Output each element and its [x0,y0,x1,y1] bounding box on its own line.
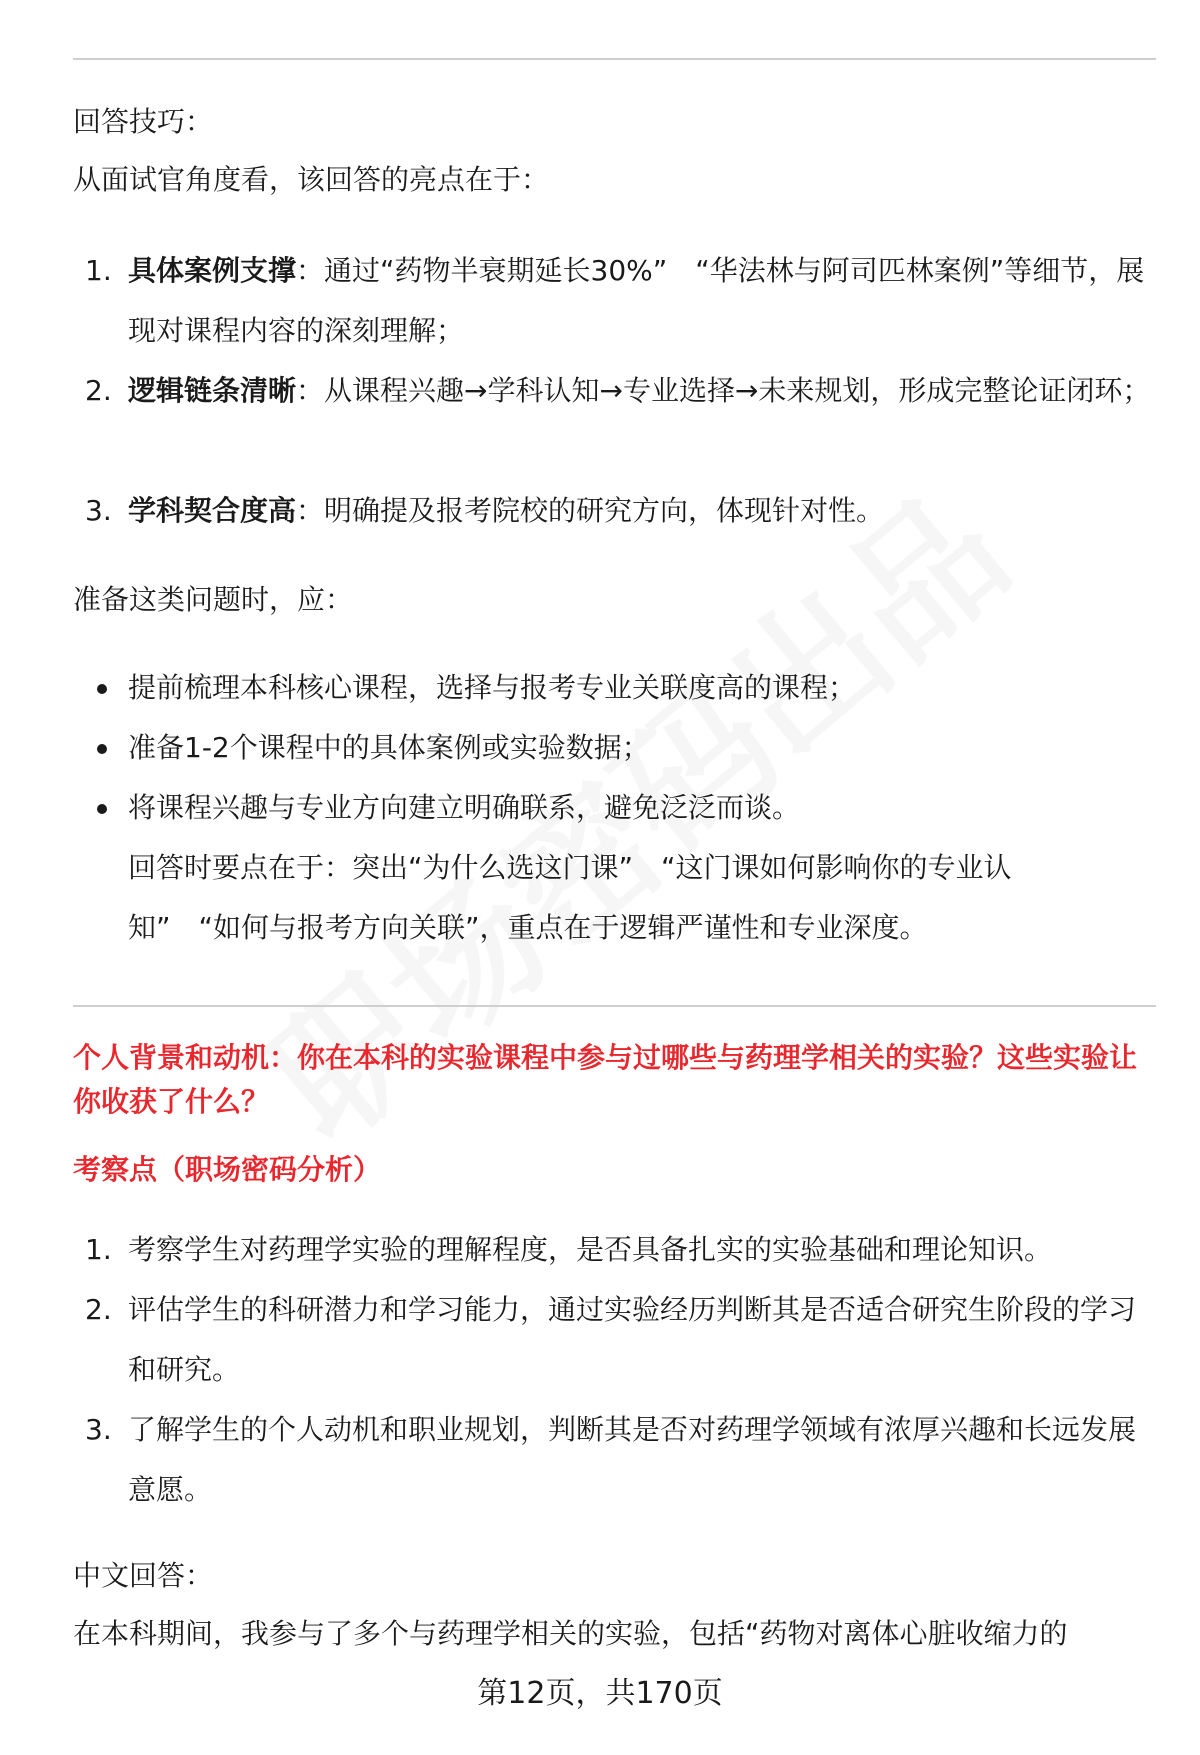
highlight-keyword: 逻辑链条清晰 [128,374,297,407]
highlight-item-2 [73,361,1158,421]
answer-text: 在本科期间，我参与了多个与药理学相关的实验，包括“药物对离体心脏收缩力的 [73,1617,1068,1650]
prep-note-text: 回答时要点在于：突出“为什么选这门课” “这门课如何影响你的专业认知” “如何与报考方向关联”，重点在于逻辑严谨性和专业深度。 [128,851,1012,944]
exam-point-text: 考察学生对药理学实验的理解程度，是否具备扎实的实验基础和理论知识。 [128,1233,1053,1266]
list-number: 3. [85,494,112,527]
question-heading: 个人背景和动机：你在本科的实验课程中参与过哪些与药理学相关的实验？这些实验让你收获了什么？ [73,1041,1138,1118]
exam-point-text: 了解学生的个人动机和职业规划，判断其是否对药理学领域有浓厚兴趣和长远发展意愿。 [128,1413,1137,1506]
highlight-item-1 [73,241,1158,361]
list-number: 3. [85,1413,112,1446]
list-number: 1. [85,1233,112,1266]
prep-item-text: 准备1-2个课程中的具体案例或实验数据； [128,731,650,764]
highlight-text: ：通过“药物半衰期延长30%” “华法林与阿司匹林案例”等细节，展现对课程内容的深刻理解； [128,254,1145,347]
highlight-keyword: 学科契合度高 [128,494,297,527]
prep-item-text: 将课程兴趣与专业方向建立明确联系，避免泛泛而谈。 [128,791,801,824]
bullet-dot [97,684,107,694]
exam-point-3 [73,1400,1158,1520]
prep-note [73,838,1103,958]
prep-item-1 [73,658,1158,718]
tips-intro: 从面试官角度看，该回答的亮点在于： [73,163,550,196]
exam-point-1 [73,1220,1158,1280]
bullet-dot [97,804,107,814]
top-divider [73,58,1156,60]
highlight-keyword: 具体案例支撑 [128,254,297,287]
tips-title: 回答技巧： [73,105,214,138]
highlight-item-3 [73,481,1158,541]
prep-item-2 [73,718,1158,778]
answer-title: 中文回答： [73,1559,214,1592]
prep-item-3 [73,778,1158,838]
prep-title: 准备这类问题时，应： [73,583,354,616]
page-number: 第12页，共170页 [477,1676,723,1711]
prep-item-text: 提前梳理本科核心课程，选择与报考专业关联度高的课程； [128,671,857,704]
list-number: 1. [85,254,112,287]
exam-points-title: 考察点（职场密码分析） [73,1153,382,1186]
exam-point-2 [73,1280,1158,1400]
highlight-text: ：从课程兴趣→学科认知→专业选择→未来规划，形成完整论证闭环； [296,374,1151,407]
bullet-dot [97,744,107,754]
exam-point-text: 评估学生的科研潜力和学习能力，通过实验经历判断其是否适合研究生阶段的学习和研究。 [128,1293,1137,1386]
list-number: 2. [85,374,112,407]
section-divider [73,1005,1156,1007]
highlight-text: ：明确提及报考院校的研究方向，体现针对性。 [296,494,885,527]
list-number: 2. [85,1293,112,1326]
